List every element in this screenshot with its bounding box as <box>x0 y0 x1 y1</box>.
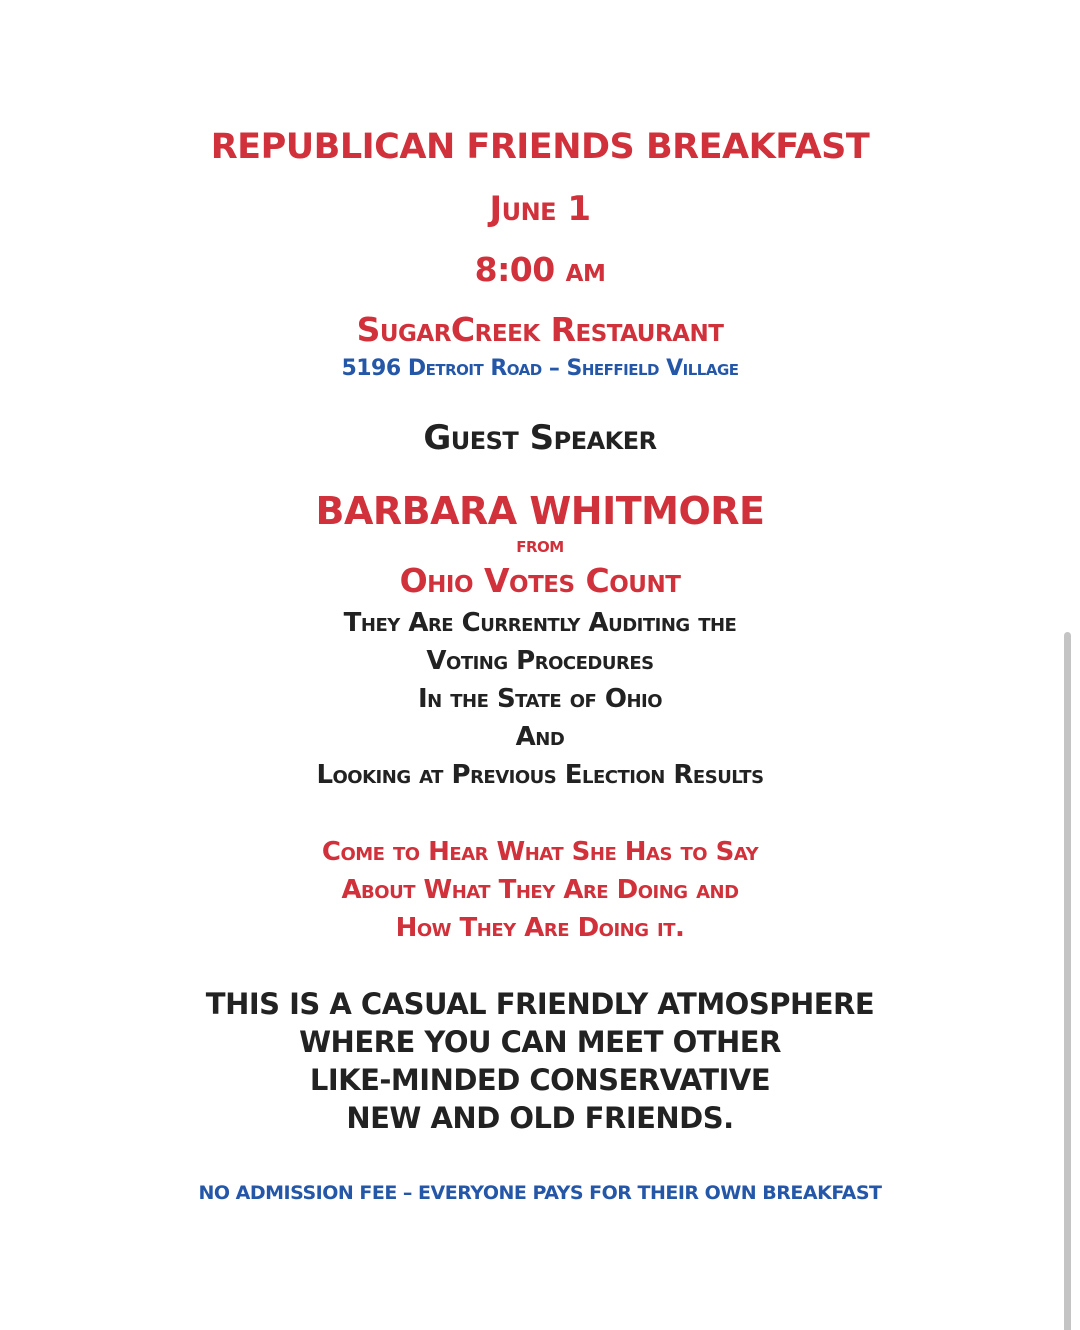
speaker-name: BARBARA WHITMORE <box>315 489 765 533</box>
invitation-line: Come to Hear What She Has to Say <box>321 837 759 867</box>
admission-note: NO ADMISSION FEE – EVERYONE PAYS FOR THEIR OWN BREAKFAST <box>198 1182 882 1204</box>
atmosphere-line: NEW AND OLD FRIENDS. <box>346 1101 734 1135</box>
description-line: They Are Currently Auditing the <box>343 608 737 638</box>
guest-speaker-label: Guest Speaker <box>423 418 657 458</box>
organization-name: Ohio Votes Count <box>399 561 681 600</box>
description-line: In the State of Ohio <box>417 684 663 714</box>
venue-address: 5196 Detroit Road – Sheffield Village <box>341 356 739 381</box>
description-line: Voting Procedures <box>426 646 654 676</box>
atmosphere-line: THIS IS A CASUAL FRIENDLY ATMOSPHERE <box>205 987 875 1021</box>
description-line: Looking at Previous Election Results <box>316 760 764 790</box>
event-time: 8:00 am <box>474 250 606 289</box>
invitation-line: How They Are Doing it. <box>395 913 685 943</box>
invitation-line: About What They Are Doing and <box>341 875 739 905</box>
flyer-title: REPUBLICAN FRIENDS BREAKFAST <box>210 127 870 167</box>
scrollbar[interactable] <box>1064 632 1071 1330</box>
venue-name: SugarCreek Restaurant <box>356 310 724 349</box>
atmosphere-line: WHERE YOU CAN MEET OTHER <box>299 1025 781 1059</box>
description-line: And <box>515 722 565 752</box>
from-label: FROM <box>516 538 564 556</box>
event-date: June 1 <box>489 189 591 229</box>
atmosphere-line: LIKE-MINDED CONSERVATIVE <box>309 1063 771 1097</box>
